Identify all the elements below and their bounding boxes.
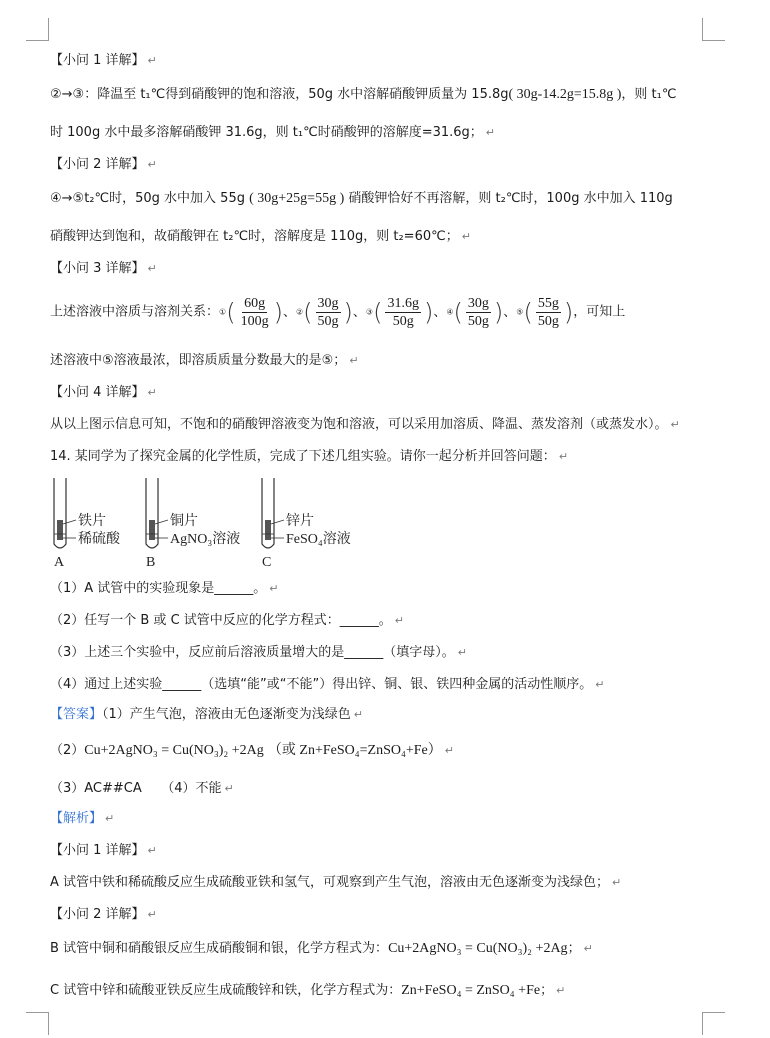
text-line: 述溶液中⑤溶液最浓，即溶质质量分数最大的是⑤； ↵ <box>50 353 359 368</box>
equation-b: Cu+2AgNO₃ = Cu(NO₃)₂ +2Ag <box>388 941 568 956</box>
fraction-label: ② <box>295 307 304 316</box>
right-paren: ) <box>563 298 574 326</box>
numerator: 30g <box>467 295 489 311</box>
separator: 、 <box>352 304 366 320</box>
fraction-item <box>219 295 283 329</box>
tube-b <box>146 478 240 570</box>
corner-mark-top-right <box>702 18 725 41</box>
equation-line-c: C 试管中锌和硫酸亚铁反应生成硫酸锌和铁，化学方程式为：Zn+FeSO₄ = ZnSO₄ +Fe； ↵ <box>50 983 566 998</box>
denominator: 50g <box>317 313 339 329</box>
heading-subquestion-4: 【小问 4 详解】 ↵ <box>50 385 157 400</box>
denominator: 50g <box>537 313 559 329</box>
zinc-strip <box>265 520 271 540</box>
analysis-subquestion-2: 【小问 2 详解】 ↵ <box>50 907 157 922</box>
fraction-label: ① <box>219 307 227 316</box>
analysis-subquestion-1: 【小问 1 详解】 ↵ <box>50 843 157 858</box>
question-14-part-1: （1）A 试管中的实验现象是______。 ↵ <box>50 581 279 596</box>
numerator: 60g <box>244 295 266 311</box>
denominator: 100g <box>240 313 269 329</box>
left-paren: ( <box>523 298 533 326</box>
corner-mark-bottom-left <box>26 1012 49 1035</box>
answer-line-3: （3）AC##CA （4）不能 ↵ <box>50 781 234 796</box>
separator: 、 <box>282 304 296 320</box>
question-14-part-2: （2）任写一个 B 或 C 试管中反应的化学方程式：______。 ↵ <box>50 613 405 628</box>
left-paren: ( <box>453 298 463 326</box>
tube-c-bottom-label: FeSO₄溶液 <box>286 532 351 547</box>
answer-equation: Cu+2AgNO₃ = Cu(NO₃)₂ +2Ag <box>84 743 264 758</box>
tube-b-top-label: 铜片 <box>170 514 198 529</box>
equation-c: Zn+FeSO₄ = ZnSO₄ +Fe <box>401 983 541 998</box>
text-line: 从以上图示信息可知，不饱和的硝酸钾溶液变为饱和溶液，可以采用加溶质、降温、蒸发溶剂（或蒸发水）。 ↵ <box>50 417 680 432</box>
fraction-item <box>433 295 504 329</box>
left-paren: ( <box>303 298 313 326</box>
text-line: 时 100g 水中最多溶解硝酸钾 31.6g，则 t₁℃时硝酸钾的溶解度=31.6g； ↵ <box>50 125 496 140</box>
corner-mark-top-left <box>26 18 49 41</box>
text-line: 硝酸钾达到饱和，故硝酸钾在 t₂℃时，溶解度是 110g，则 t₂=60℃； ↵ <box>50 229 471 244</box>
heading-subquestion-1: 【小问 1 详解】 ↵ <box>50 53 157 68</box>
left-paren: ( <box>226 298 236 326</box>
analysis-heading: 【解析】 ↵ <box>50 811 115 826</box>
tube-c <box>262 478 351 570</box>
fraction <box>536 296 561 329</box>
copper-strip <box>149 520 155 540</box>
fraction <box>316 296 341 329</box>
analysis-tag: 【解析】 <box>50 811 103 826</box>
fraction-label: ③ <box>365 307 374 316</box>
fraction-label: ④ <box>446 307 454 316</box>
separator: 、 <box>433 304 447 320</box>
right-paren: ) <box>273 298 283 326</box>
equation-line-b: B 试管中铜和硝酸银反应生成硝酸铜和银，化学方程式为：Cu+2AgNO₃ = Cu(NO₃)₂ +2Ag； ↵ <box>50 941 593 956</box>
text-line: A 试管中铁和稀硫酸反应生成硫酸亚铁和氢气，可观察到产生气泡，溶液由无色逐渐变为浅绿色； ↵ <box>50 875 622 890</box>
separator: 、 <box>503 304 517 320</box>
corner-mark-bottom-right <box>702 1012 725 1035</box>
left-paren: ( <box>373 298 383 326</box>
question-14-stem: 14. 某同学为了探究金属的化学性质，完成了下述几组实验。请你一起分析并回答问题： ↵ <box>50 449 569 464</box>
heading-subquestion-3: 【小问 3 详解】 ↵ <box>50 261 157 276</box>
fraction-label: ⑤ <box>516 307 524 316</box>
test-tube-diagram <box>50 476 390 576</box>
tube-a-bottom-label: 稀硫酸 <box>78 532 120 547</box>
text-line: ④→⑤t₂℃时，50g 水中加入 55g ( 30g+25g=55g ) 硝酸钾恰好不再溶解，则 t₂℃时，100g 水中加入 110g <box>50 191 673 206</box>
fraction-line: 上述溶液中溶质与溶剂关系：①( $\frac{60g}{100g}$ )、②( $\frac{30g}{50g}$ )、③( $\frac{31.6g}{50g}$ )、④( $\frac{30g}{50g}$ )、⑤( $\frac{55g}{50g}$ )，可知上 <box>50 295 626 329</box>
tube-c-letter: C <box>262 555 272 570</box>
right-paren: ) <box>423 298 434 326</box>
tube-b-letter: B <box>146 555 156 570</box>
fraction-item <box>352 295 434 329</box>
denominator: 50g <box>392 313 414 329</box>
test-tube-figure <box>50 476 390 572</box>
answer-tag: 【答案】 <box>50 707 103 722</box>
tube-c-top-label: 锌片 <box>286 514 314 529</box>
tube-a <box>54 478 121 570</box>
text-line: ②→③：降温至 t₁℃得到硝酸钾的饱和溶液，50g 水中溶解硝酸钾质量为 15.8g( 30g-14.2g=15.8g )，则 t₁℃ <box>50 87 677 102</box>
answer-line-2: （2）Cu+2AgNO₃ = Cu(NO₃)₂ +2Ag （或 Zn+FeSO₄=ZnSO₄+Fe） ↵ <box>50 743 454 758</box>
answer-line-1: 【答案】（1）产生气泡，溶液由无色逐渐变为浅绿色 ↵ <box>50 707 364 722</box>
numerator: 31.6g <box>387 295 419 311</box>
fraction <box>466 296 491 329</box>
question-14-part-4: （4）通过上述实验______（选填“能”或“不能”）得出锌、铜、银、铁四种金属的活动性顺序。 ↵ <box>50 677 605 692</box>
tube-a-letter: A <box>54 555 65 570</box>
tube-b-bottom-label: AgNO₃溶液 <box>170 532 241 547</box>
tube-a-top-label: 铁片 <box>78 514 106 529</box>
iron-strip <box>57 520 63 540</box>
denominator: 50g <box>467 313 489 329</box>
question-14-part-3: （3）上述三个实验中，反应前后溶液质量增大的是______（填字母）。 ↵ <box>50 645 467 660</box>
numerator: 55g <box>537 295 559 311</box>
numerator: 30g <box>317 295 339 311</box>
right-paren: ) <box>343 298 353 326</box>
fraction-item <box>503 295 574 329</box>
heading-subquestion-2: 【小问 2 详解】 ↵ <box>50 157 157 172</box>
fraction <box>239 296 271 329</box>
fraction-item <box>282 295 353 329</box>
fraction <box>385 296 421 329</box>
right-paren: ) <box>493 298 504 326</box>
